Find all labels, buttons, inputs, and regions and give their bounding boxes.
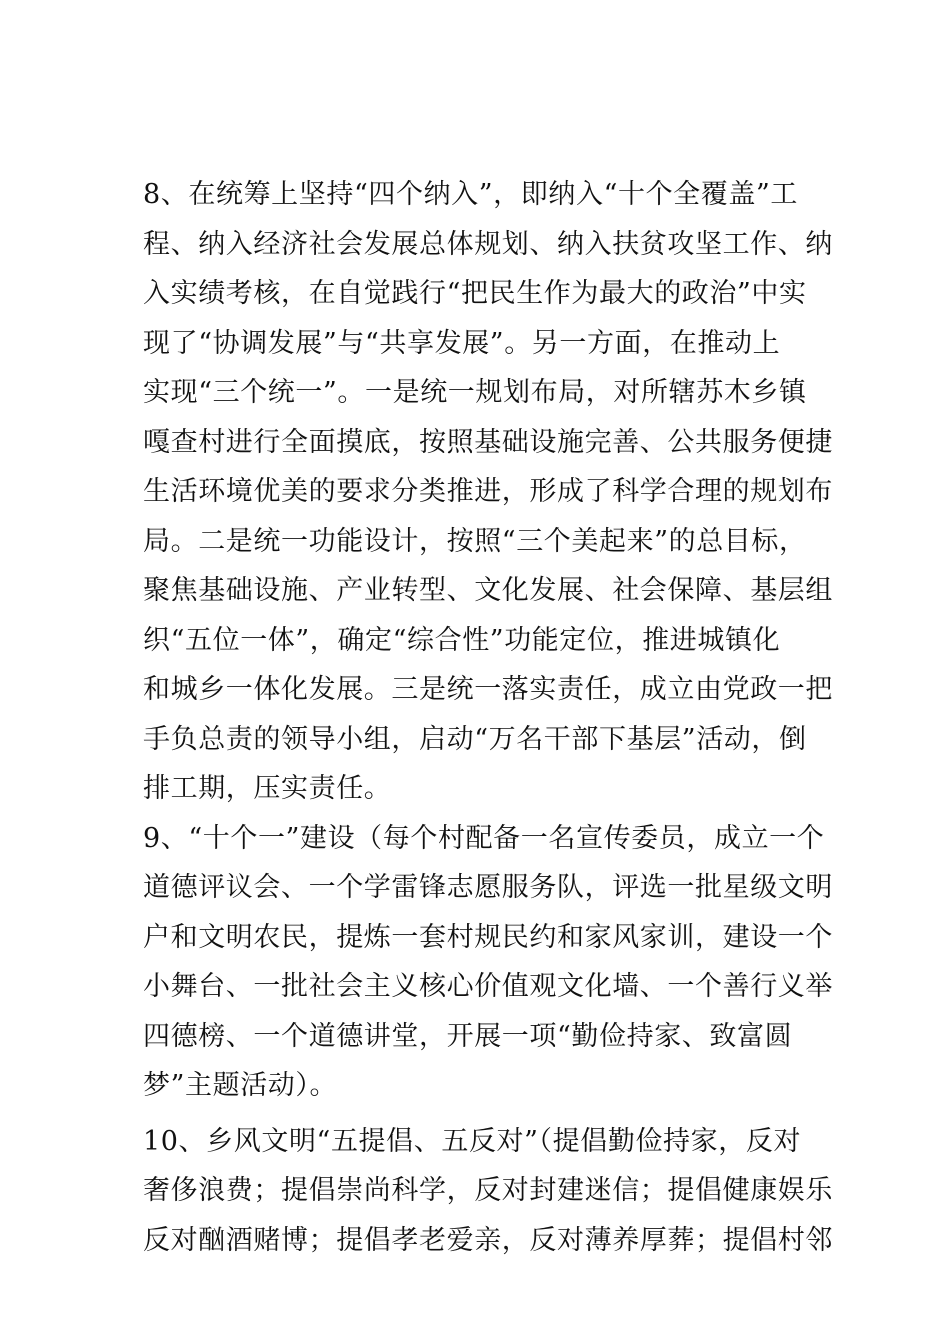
text-line: 反对酗酒赌博；提倡孝老爱亲，反对薄养厚葬；提倡村邻 [143,1224,833,1256]
text-line: 排工期，压实责任。 [143,773,392,804]
text-line: 生活环境优美的要求分类推进，形成了科学合理的规划布 [143,476,833,507]
text-line: 8、在统筹上坚持“四个纳入”，即纳入“十个全覆盖”工 [143,179,798,210]
paragraph-10 [143,1117,833,1266]
text-line: 嘎查村进行全面摸底，按照基础设施完善、公共服务便捷 [143,426,833,458]
text-line: 道德评议会、一个学雷锋志愿服务队，评选一批星级文明 [143,872,833,903]
text-line: 局。二是统一功能设计，按照“三个美起来”的总目标， [143,525,807,557]
text-line: 程、纳入经济社会发展总体规划、纳入扶贫攻坚工作、纳 [143,228,833,260]
text-line: 梦”主题活动）。 [143,1070,338,1101]
text-line: 9、“十个一”建设（每个村配备一名宣传委员，成立一个 [143,822,825,854]
text-line: 聚焦基础设施、产业转型、文化发展、社会保障、基层组 [143,575,833,606]
text-line: 实现“三个统一”。一是统一规划布局，对所辖苏木乡镇 [143,377,807,408]
text-line: 四德榜、一个道德讲堂，开展一项“勤俭持家、致富圆 [143,1020,793,1052]
text-line: 入实绩考核，在自觉践行“把民生作为最大的政治”中实 [143,278,807,309]
text-line: 和城乡一体化发展。三是统一落实责任，成立由党政一把 [143,674,833,705]
text-line: 10、乡风文明“五提倡、五反对”（提倡勤俭持家，反对 [143,1125,802,1157]
paragraph-9 [143,814,833,1111]
document-body [143,170,833,1265]
text-line: 织“五位一体”，确定“综合性”功能定位，推进城镇化 [143,624,781,656]
text-line: 奢侈浪费；提倡崇尚科学，反对封建迷信；提倡健康娱乐 [143,1175,833,1206]
text-line: 现了“协调发展”与“共享发展”。另一方面，在推动上 [143,327,781,359]
text-line: 小舞台、一批社会主义核心价值观文化墙、一个善行义举 [143,971,833,1002]
text-line: 户和文明农民，提炼一套村规民约和家风家训，建设一个 [143,921,833,953]
paragraph-8 [143,170,833,814]
text-line: 手负总责的领导小组，启动“万名干部下基层”活动，倒 [143,723,807,755]
